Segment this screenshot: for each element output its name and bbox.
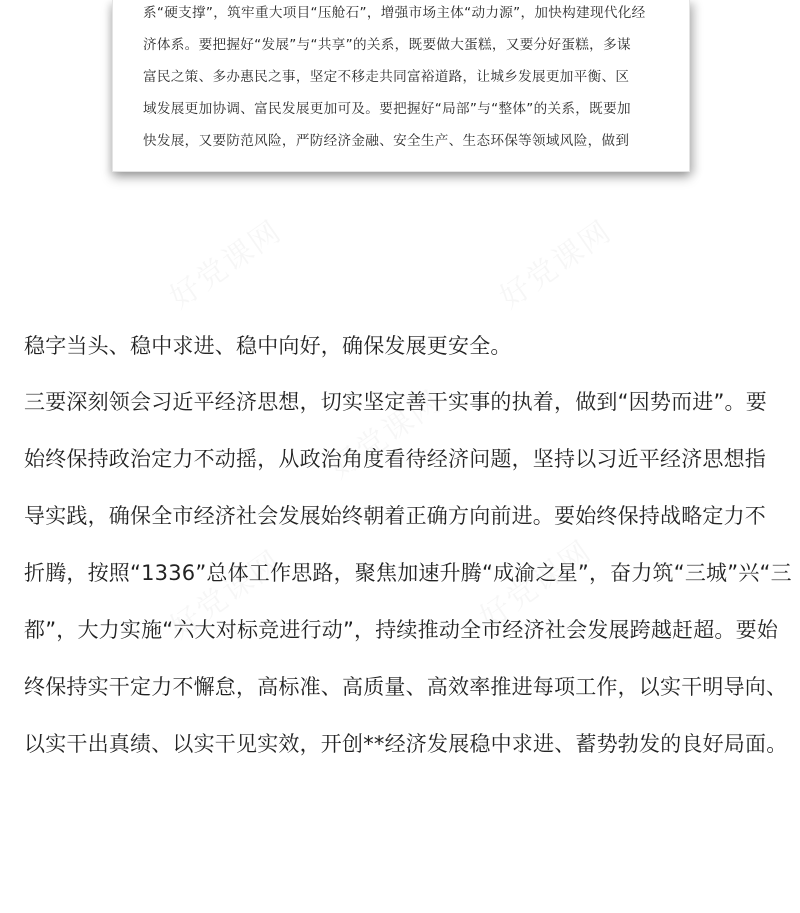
card-text-line: 系“硬支撑”，筑牢重大项目“压舱石”，增强市场主体“动力源”，加快构建现代化经 (143, 5, 646, 21)
body-text-line: 折腾，按照“1336”总体工作思路，聚焦加速升腾“成渝之星”，奋力筑“三城”兴“三 (24, 561, 792, 585)
watermark-text (159, 207, 289, 316)
body-text-line: 终保持实干定力不懈怠，高标准、高质量、高效率推进每项工作，以实干明导向、 (24, 675, 788, 699)
card-text-line: 快发展，又要防范风险，严防经济金融、安全生产、生态环保等领域风险，做到 (143, 133, 630, 149)
body-text-line: 都”，大力实施“六大对标竞进行动”，持续推动全市经济社会发展跨越赶超。要始 (24, 618, 779, 642)
body-text-line: 始终保持政治定力不动摇，从政治角度看待经济问题，坚持以习近平经济思想指 (24, 447, 766, 471)
card-text-line: 富民之策、多办惠民之事，坚定不移走共同富裕道路，让城乡发展更加平衡、区 (143, 69, 630, 85)
body-text-line: 三要深刻领会习近平经济思想，切实坚定善干实事的执着，做到“因势而进”。要 (24, 390, 767, 414)
body-text-line: 稳字当头、稳中求进、稳中向好，确保发展更安全。 (24, 334, 512, 358)
card-text-line: 济体系。要把握好“发展”与“共享”的关系，既要做大蛋糕，又要分好蛋糕，多谋 (143, 37, 631, 53)
watermark-text (489, 207, 619, 316)
body-text-line: 以实干出真绩、以实干见实效，开创**经济发展稳中求进、蓄势勃发的良好局面。 (24, 732, 788, 756)
card-text-line: 域发展更加协调、富民发展更加可及。要把握好“局部”与“整体”的关系，既要加 (143, 101, 631, 117)
excerpt-card (112, 0, 690, 172)
body-text-line: 导实践，确保全市经济社会发展始终朝着正确方向前进。要始终保持战略定力不 (24, 504, 766, 528)
